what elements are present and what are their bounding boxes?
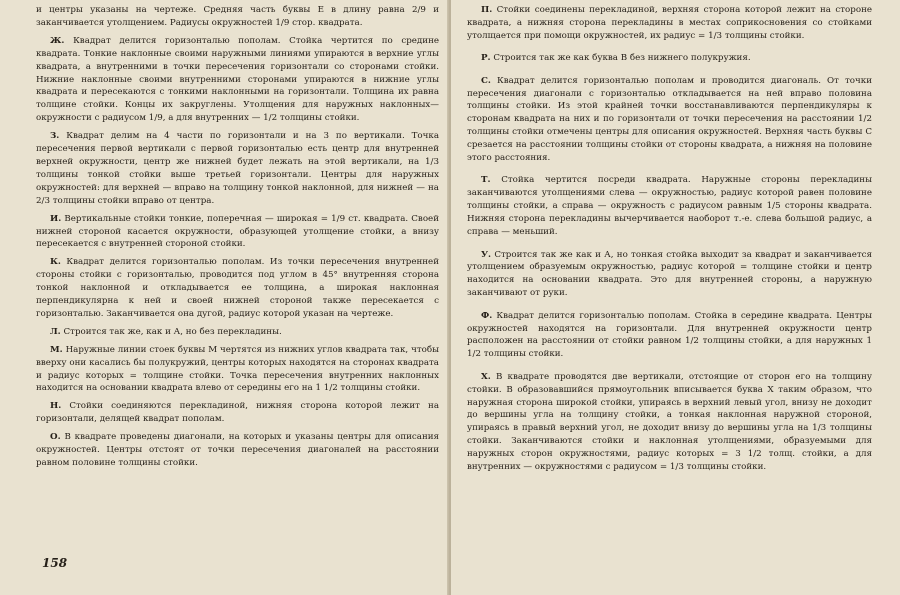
paragraph-i: И. Вертикальные стойки тонкие, поперечная — широкая = 1/9 ст. квадрата. Своей нижней стороной касается окружности, образующей утолщение стойки, а внизу пересекается с внутренней стороной стойки. [36,213,439,250]
paragraph-o: О. В квадрате проведены диагонали, на которых и указаны центры для описания окружностей. Центры отстоят от точки пересечения диагоналей на расстоянии равном половине толщины стойки. [36,432,440,468]
page-number: 158 [42,556,68,570]
paragraph-el: Л. Строится так же, как и А, но без перекладины. [50,326,282,337]
paragraph-ka: К. Квадрат делится горизонталью пополам. Из точки пересечения внутренней стороны стойки с горизонталью, проводится под углом в 45° внутренняя сторона тонкой наклонной и откладывается ее толщина, а широкая наклонная перпендикулярна к ней и своей нижней стороной также пересекается с горизонталью. Заканчивается она дугой, радиус которой указан на чертеже. [36,257,439,319]
paragraph-u: У. Строится так же как и А, но тонкая стойка выходит за квадрат и заканчивается утолщением образуемым окружностью, радиус которой = толщине стойки и центр находится на основании квадрата. Это для внутренней стороны, а наружную заканчивают от руки. [467,249,872,299]
paragraph-e-continued: и центры указаны на чертеже. Средняя часть буквы E в длину равна 2/9 и заканчивается утолщением. Радиусы окружностей 1/9 стор. квадрата. [36,5,439,28]
paragraph-kha: Х. В квадрате проводятся две вертикали, отстоящие от сторон его на толщину стойки. В образовавшийся прямоугольник вписывается буква Х таким образом, что наружная сторона широкой стойки, упираясь в верхний левый угол, внизу не доходит до вершины угла на толщину стойки, а тонкая наклонная наружной стороной, упираясь в правый верхний угол, не доходит внизу до вершины угла на 1/3 толщины стойки. Заканчиваются стойки и наклонная утолщениями, образуемыми для наружных сторон окружностями, радиус которых = 3 1/2 толщ. стойки, а для внутренних — окружностями с радиусом = 1/3 толщины стойки. [467,371,872,473]
paragraph-te: Т. Стойка чертится посреди квадрата. Наружные стороны перекладины заканчиваются утолщениями слева — окружностью, радиус которой равен половине толщины стойки, а справа — окружность с радиусом равным 1/5 стороны квадрата. Нижняя сторона перекладины вычерчивается наоборот т.-е. слева большой радиус, а справа — меньший. [467,175,872,238]
paragraph-pe: П. Стойки соединены перекладиной, верхняя сторона которой лежит на стороне квадрата, а нижняя сторона перекладины в местах соприкосновения со стойками утолщается при помощи окружностей, их радиус = 1/3 толщины стойки. [467,5,872,41]
right-page [451,0,900,595]
paragraph-es: С. Квадрат делится горизонталью пополам и проводится диагональ. От точки пересечения диагонали с горизонталью откладывается на ней вправо половина толщины стойки. Из этой крайней точки восстанавливаются перпендикуляры к сторонам квадрата на них и по горизонтали от точки пересечения на расстоянии 1/2 толщины стойки отмечены центры для описания окружностей. Верхняя часть буквы С срезается на расстоянии толщины стойки от стороны квадрата, а нижняя на половине этого расстояния. [467,75,872,164]
paragraph-ef: Ф. Квадрат делится горизонталью пополам. Стойка в середине квадрата. Центры окружностей находятся на горизонтали. Для внутренней окружности центр расположен на расстоянии от стойки равном 1/2 толщины стойки, а для наружных 1 1/2 толщины стойки. [467,310,872,360]
paragraph-er: Р. Строится так же как буква В без нижнего полукружия. [481,53,751,64]
paragraph-em: М. Наружные линии стоек буквы М чертятся из нижних углов квадрата так, чтобы вверху они касались бы полукружий, центры которых находятся на сторонах квадрата и радиус которых = толщине стойки. Точка пересечения внутренних наклонных находится на основании квадрата влево от середины его на 1 1/2 толщины стойки. [36,344,439,394]
paragraph-zhe: Ж. Квадрат делится горизонталью пополам. Стойка чертится по средине квадрата. Тонкие наклонные своими наружными линиями упираются в верхние углы квадрата, а внутренними в точки пересечения горизонтали со сторонами стойки. Нижние наклонные своими внутренними сторонами упираются в нижние углы квадрата и пересекаются с тонкими наклонными на горизонтали. Толщина их равна толщине стойки. Концы их закруглены. Утолщения для наружных наклонных—окружности с радиусом 1/9, а для внутренних — 1/2 толщины стойки. [36,35,440,124]
left-page [0,0,449,595]
paragraph-ze: З. Квадрат делим на 4 части по горизонтали и на 3 по вертикали. Точка пересечения первой вертикали с первой горизонталью есть центр для внутренней верхней окружности, центр же нижней будет лежать на этой вертикали, на 1/3 толщины тонкой стойки выше третьей горизонтали. Центры для наружных окружностей: для верхней — вправо на толщину тонкой наклонной, для нижней — на 2/3 толщины стойки вправо от центра. [36,131,440,206]
paragraph-en: Н. Стойки соединяются перекладиной, нижняя сторона которой лежит на горизонтали, делящей квадрат пополам. [36,401,439,425]
